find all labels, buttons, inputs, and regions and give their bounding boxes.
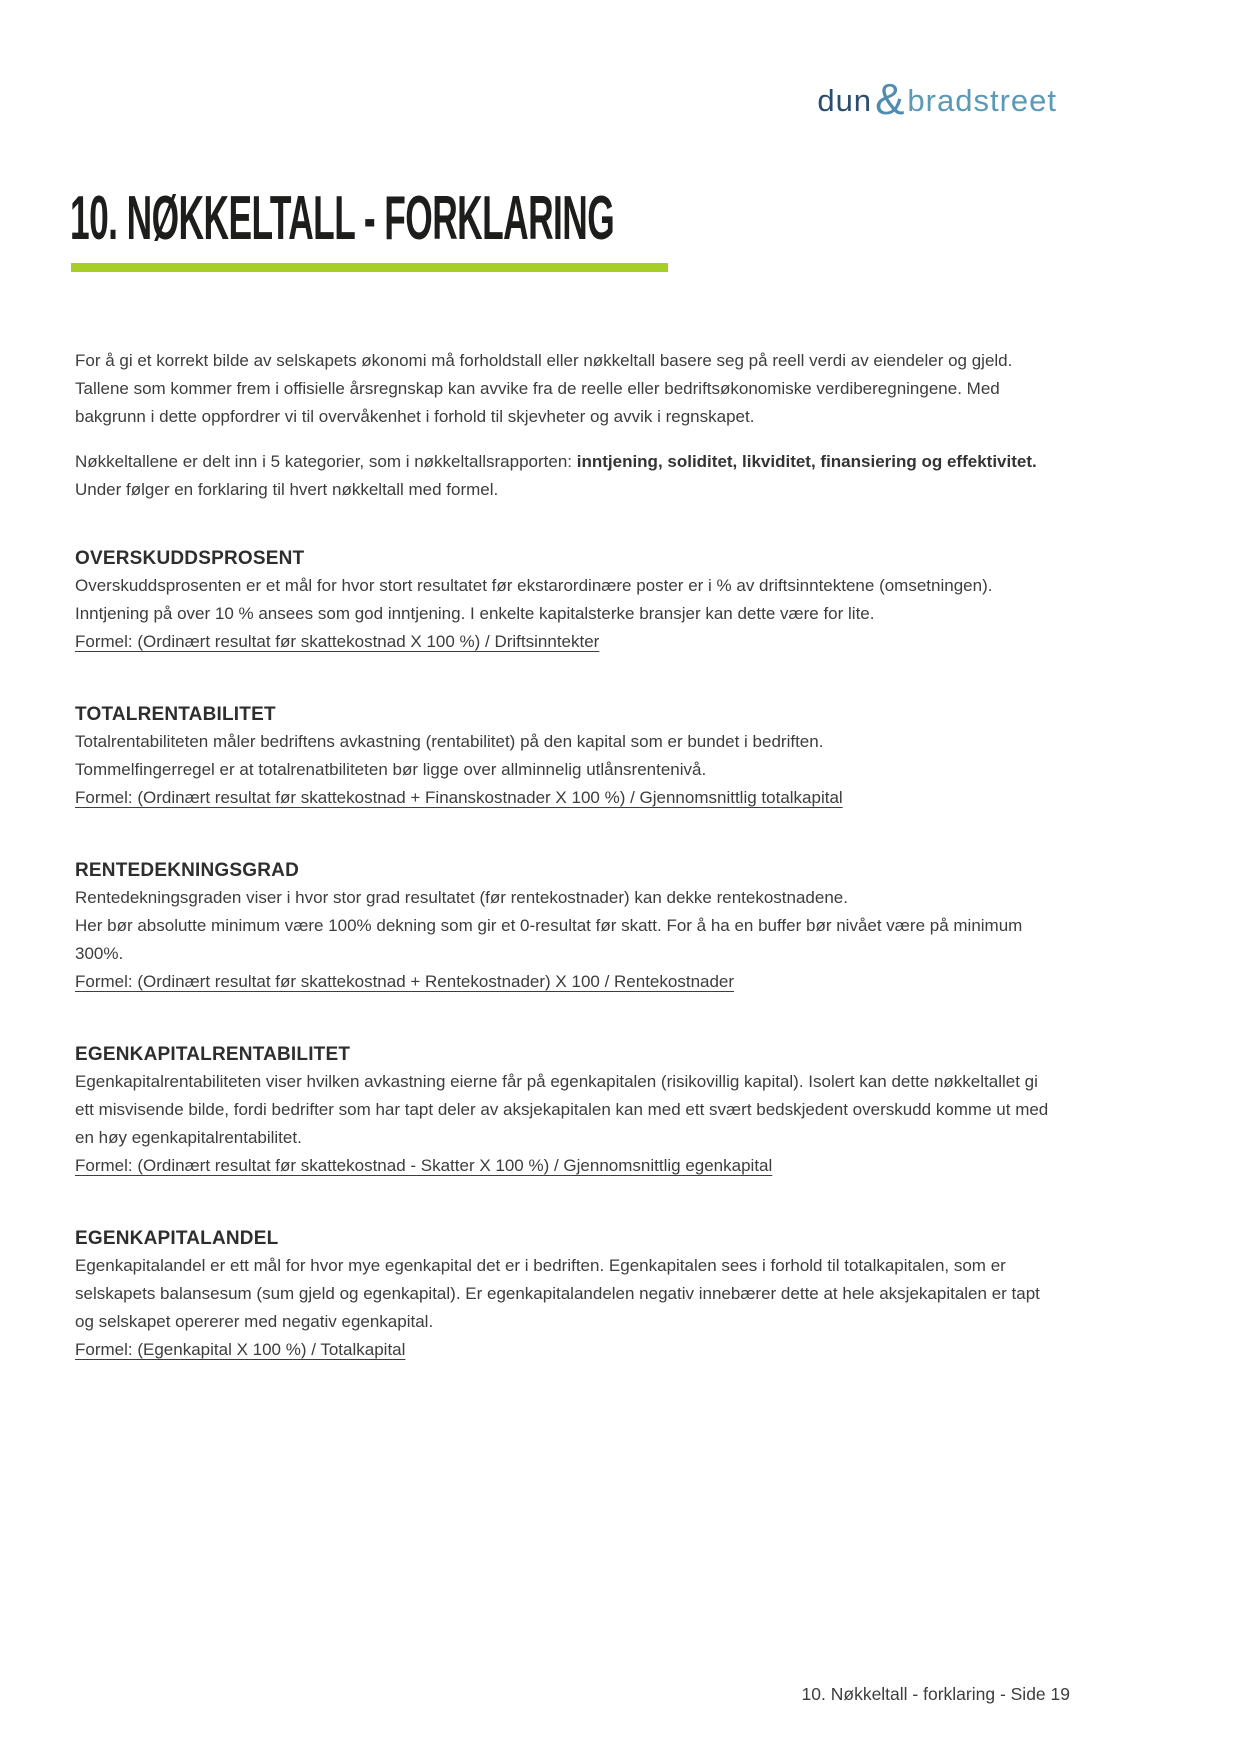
logo-text-dun: dun (817, 83, 873, 118)
section-egenkapitalrentabilitet (75, 1041, 1055, 1180)
intro-paragraph-1: For å gi et korrekt bilde av selskapets økonomi må forholdstall eller nøkkeltall basere seg på reell verdi av eiendeler og gjeld. Tallene som kommer frem i offisielle årsregnskap kan avvike fra de reelle eller bedriftsøkonomiske verdiberegningene. Med bakgrunn i dette oppfordrer vi til overvåkenhet i forhold til skjevheter og avvik i regnskapet. (75, 351, 1013, 426)
dun-bradstreet-logo (817, 74, 1057, 124)
section-body: Egenkapitalandel er ett mål for hvor mye egenkapital det er i bedriften. Egenkapitalen sees i forhold til totalkapitalen, som er selskapets balansesum (sum gjeld og egenkapital). Er egenkapitalandelen negativ innebærer dette at hele aksjekapitalen er tapt og selskapet opererer med negativ egenkapital. (75, 1256, 1040, 1331)
section-formula: Formel: (Ordinært resultat før skattekostnad - Skatter X 100 %) / Gjennomsnittlig egenkapital (75, 1156, 773, 1175)
section-heading: EGENKAPITALRENTABILITET (75, 1044, 351, 1065)
title-accent-bar (71, 263, 668, 272)
intro-paragraph-2-lead: Nøkkeltallene er delt inn i 5 kategorier, som i nøkkeltallsrapporten: (75, 452, 577, 471)
section-totalrentabilitet (75, 701, 1055, 812)
section-heading: RENTEDEKNINGSGRAD (75, 860, 300, 881)
section-body: Her bør absolutte minimum være 100% dekning som gir et 0-resultat før skatt. For å ha en buffer bør nivået være på minimum 300%. (75, 916, 1023, 963)
section-rentedekningsgrad (75, 857, 1055, 996)
section-body: Overskuddsprosenten er et mål for hvor stort resultatet før ekstarordinære poster er i % av driftsinntektene (omsetningen). Inntjening på over 10 % ansees som god inntjening. I enkelte kapitalsterke bransjer kan dette være for lite. (75, 576, 993, 623)
section-body: Tommelfingerregel er at totalrenatbiliteten bør ligge over allminnelig utlånsrentenivå. (75, 760, 707, 779)
intro-paragraph-2-categories: inntjening, soliditet, likviditet, finansiering og effektivitet. (576, 452, 1037, 471)
section-heading: EGENKAPITALANDEL (75, 1228, 279, 1249)
intro-paragraph-2-tail: Under følger en forklaring til hvert nøkkeltall med formel. (75, 480, 499, 499)
section-overskuddsprosent (75, 545, 1055, 656)
section-formula: Formel: (Ordinært resultat før skattekostnad X 100 %) / Driftsinntekter (75, 632, 600, 651)
footer-page-label: 10. Nøkkeltall - forklaring - Side 19 (801, 1684, 1070, 1704)
section-formula: Formel: (Egenkapital X 100 %) / Totalkapital (75, 1340, 406, 1359)
logo-ampersand-icon: & (875, 75, 906, 124)
page-title: 10. NØKKELTALL - FORKLARING (70, 184, 615, 253)
section-body: Egenkapitalrentabiliteten viser hvilken avkastning eierne får på egenkapitalen (risikovillig kapital). Isolert kan dette nøkkeltallet gi ett misvisende bilde, fordi bedrifter som har tapt deler av aksjekapitalen kan med ett svært bedskjedent overskudd komme ut med en høy egenkapitalrentabilitet. (75, 1072, 1049, 1147)
section-egenkapitalandel (75, 1225, 1055, 1364)
section-formula: Formel: (Ordinært resultat før skattekostnad + Finanskostnader X 100 %) / Gjennomsnittlig totalkapital (75, 788, 843, 807)
section-formula: Formel: (Ordinært resultat før skattekostnad + Rentekostnader) X 100 / Rentekostnader (75, 972, 735, 991)
intro-paragraph-2 (75, 448, 1055, 504)
section-body: Rentedekningsgraden viser i hvor stor grad resultatet (før rentekostnader) kan dekke rentekostnadene. (75, 888, 848, 907)
page-content (75, 347, 1055, 1364)
section-heading: OVERSKUDDSPROSENT (75, 548, 305, 569)
logo-text-bradstreet: bradstreet (907, 83, 1057, 118)
section-body: Totalrentabiliteten måler bedriftens avkastning (rentabilitet) på den kapital som er bundet i bedriften. (75, 732, 824, 751)
section-heading: TOTALRENTABILITET (75, 704, 276, 725)
